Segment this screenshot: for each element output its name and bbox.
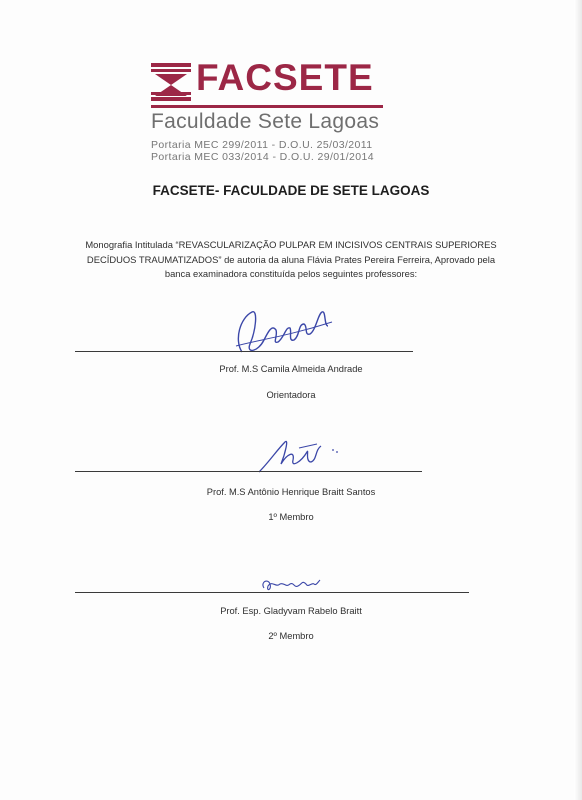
- logo-divider: [151, 105, 383, 108]
- facsete-logo-icon: [151, 63, 191, 101]
- page-edge-shadow: [574, 0, 582, 800]
- signature-line: [75, 351, 413, 352]
- examiner-name: Prof. M.S Camila Almeida Andrade: [219, 364, 363, 374]
- examiner-name: Prof. Esp. Gladyvam Rabelo Braitt: [220, 606, 362, 616]
- intro-line: Monografia Intitulada “REVASCULARIZAÇÃO PULPAR EM INCISIVOS CENTRAIS SUPERIORES: [85, 239, 497, 250]
- examiner-role: Orientadora: [266, 390, 316, 400]
- signature-line: [75, 471, 422, 472]
- intro-line: DECÍDUOS TRAUMATIZADOS” de autoria da aluna Flávia Prates Pereira Ferreira, Aprovado pela: [86, 253, 496, 265]
- intro-line: banca examinadora constituída pelos seguintes professores:: [164, 268, 418, 280]
- portaria-line-2: Portaria MEC 033/2014 - D.O.U. 29/01/2014: [151, 151, 375, 163]
- logo-title: FACSETE: [196, 57, 374, 98]
- page-title: FACSETE- FACULDADE DE SETE LAGOAS: [152, 183, 430, 198]
- signature-orientadora: [228, 300, 338, 362]
- examiner-role: 2º Membro: [268, 631, 314, 641]
- logo-subtitle: Faculdade Sete Lagoas: [151, 110, 380, 133]
- signature-first-member: [255, 432, 345, 476]
- intro-paragraph: [66, 238, 516, 282]
- portaria-line-1: Portaria MEC 299/2011 - D.O.U. 25/03/2011: [151, 139, 373, 151]
- examiner-role: 1º Membro: [268, 512, 314, 522]
- examiner-name: Prof. M.S Antônio Henrique Braitt Santos: [206, 487, 376, 497]
- signature-second-member: [258, 574, 324, 594]
- signature-line: [75, 592, 469, 593]
